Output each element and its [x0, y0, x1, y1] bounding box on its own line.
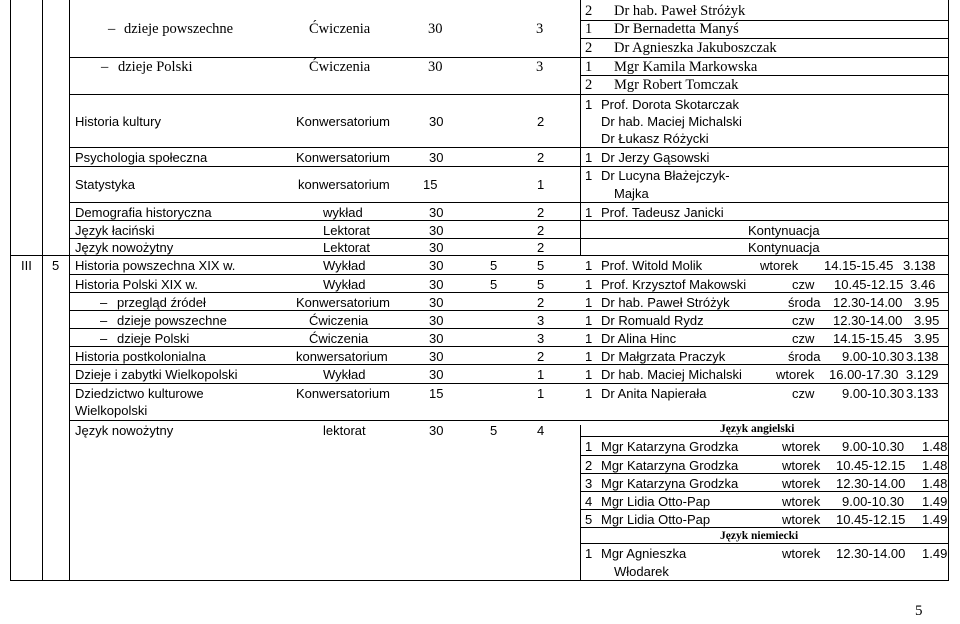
group-number: 1: [585, 439, 593, 454]
class-form: Konwersatorium: [296, 295, 390, 310]
dash-bullet: –: [100, 313, 108, 328]
teacher-name: Mgr Katarzyna Grodzka: [601, 439, 739, 454]
time: 9.00-10.30: [842, 439, 905, 454]
class-form: Konwersatorium: [296, 114, 390, 129]
class-form: Wykład: [323, 277, 366, 292]
hours: 30: [429, 313, 444, 328]
time: 12.30-14.00: [833, 313, 903, 328]
teacher-name: Prof. Dorota Skotarczak: [601, 97, 739, 112]
hours: 30: [429, 367, 444, 382]
year-label: III: [21, 258, 32, 273]
room: 3.95: [914, 295, 940, 310]
groups: 2: [537, 114, 545, 129]
teacher-name: Dr Jerzy Gąsowski: [601, 150, 710, 165]
teacher-name: Dr Małgrzata Praczyk: [601, 349, 726, 364]
teacher-name: Mgr Lidia Otto-Pap: [601, 494, 711, 509]
page-number: 5: [915, 603, 923, 619]
day: środa: [788, 295, 821, 310]
room: 1.49: [922, 512, 948, 527]
groups: 2: [537, 240, 545, 255]
hours: 30: [429, 423, 444, 438]
teacher-name: Prof. Witold Molik: [601, 258, 703, 273]
continuation-note: Kontynuacja: [748, 240, 820, 255]
hours: 30: [429, 205, 444, 220]
dash-bullet: –: [100, 295, 108, 310]
day: czw: [792, 386, 815, 401]
table-border: [70, 94, 949, 95]
hours: 30: [429, 223, 444, 238]
subject-name: Historia Polski XIX w.: [75, 277, 198, 292]
hours: 15: [423, 177, 438, 192]
teacher-name: Dr Lucyna Błażejczyk-: [601, 168, 730, 183]
dash-bullet: –: [101, 59, 109, 75]
room: 3.46: [910, 277, 936, 292]
teacher-name: Dr hab. Paweł Stróżyk: [601, 295, 730, 310]
table-border: [70, 346, 949, 347]
subject-name: Wielkopolski: [75, 403, 148, 418]
hours: 30: [429, 349, 444, 364]
day: wtorek: [782, 458, 821, 473]
teacher-name: Prof. Krzysztof Makowski: [601, 277, 747, 292]
table-border: [580, 38, 949, 39]
hours: 30: [429, 331, 444, 346]
hours: 30: [428, 59, 443, 75]
group-number: 1: [585, 546, 593, 561]
teacher-name: Mgr Robert Tomczak: [614, 77, 739, 93]
groups: 2: [537, 349, 545, 364]
group-number: 2: [585, 40, 593, 56]
room: 3.95: [914, 331, 940, 346]
teacher-name: Dr hab. Maciej Michalski: [601, 114, 742, 129]
class-form: Wykład: [323, 367, 366, 382]
time: 9.00-10.30: [842, 494, 905, 509]
table-border: [70, 383, 949, 384]
subject-name: Historia powszechna XIX w.: [75, 258, 236, 273]
groups: 5: [537, 258, 545, 273]
room: 3.95: [914, 313, 940, 328]
table-border: [70, 274, 949, 275]
time: 14.15-15.45: [824, 258, 894, 273]
hours: 30: [429, 150, 444, 165]
ects: 5: [490, 258, 498, 273]
room: 1.48: [922, 439, 948, 454]
day: czw: [792, 313, 815, 328]
group-number: 1: [585, 277, 593, 292]
day: czw: [792, 331, 815, 346]
groups: 2: [537, 205, 545, 220]
subject-name: Psychologia społeczna: [75, 150, 208, 165]
group-number: 1: [585, 168, 593, 183]
group-number: 1: [585, 59, 593, 75]
group-number: 1: [585, 258, 593, 273]
class-form: Lektorat: [323, 223, 370, 238]
groups: 2: [537, 295, 545, 310]
continuation-note: Kontynuacja: [748, 223, 820, 238]
room: 1.49: [922, 494, 948, 509]
class-form: Ćwiczenia: [309, 313, 369, 328]
subject-name: Dzieje i zabytki Wielkopolski: [75, 367, 238, 382]
subject-name: Demografia historyczna: [75, 205, 212, 220]
group-number: 1: [585, 313, 593, 328]
teacher-name: Dr Agnieszka Jakuboszczak: [614, 40, 777, 56]
subject-name: Język nowożytny: [75, 240, 174, 255]
group-number: 2: [585, 458, 593, 473]
day: wtorek: [782, 439, 821, 454]
group-number: 1: [585, 205, 593, 220]
teacher-name: Dr hab. Maciej Michalski: [601, 367, 742, 382]
semester-label: 5: [52, 258, 60, 273]
group-number: 1: [585, 97, 593, 112]
table-border: [69, 0, 70, 580]
teacher-name: Mgr Katarzyna Grodzka: [601, 476, 739, 491]
class-form: Lektorat: [323, 240, 370, 255]
language-header: Język angielski: [720, 423, 795, 435]
groups: 4: [537, 423, 545, 438]
class-form: Konwersatorium: [296, 386, 390, 401]
time: 12.30-14.00: [833, 295, 903, 310]
day: wtorek: [782, 476, 821, 491]
day: wtorek: [782, 494, 821, 509]
hours: 30: [429, 240, 444, 255]
teacher-name: Dr Bernadetta Manyś: [614, 21, 739, 37]
groups: 1: [537, 177, 545, 192]
time: 10.45-12.15: [834, 277, 904, 292]
day: wtorek: [782, 512, 821, 527]
group-number: 1: [585, 150, 593, 165]
class-form: konwersatorium: [298, 177, 390, 192]
time: 9.00-10.30: [842, 349, 905, 364]
class-form: Ćwiczenia: [309, 59, 371, 75]
subject-name: dzieje powszechne: [124, 21, 234, 37]
subject-name: Język łaciński: [75, 223, 155, 238]
teacher-name: Dr Alina Hinc: [601, 331, 677, 346]
room: 3.133: [906, 386, 939, 401]
hours: 30: [429, 258, 444, 273]
room: 1.48: [922, 458, 948, 473]
ects: 5: [490, 423, 498, 438]
teacher-name: Dr Łukasz Różycki: [601, 131, 709, 146]
language-header: Język niemiecki: [720, 530, 799, 542]
group-number: 1: [585, 349, 593, 364]
hours: 30: [429, 277, 444, 292]
groups: 2: [537, 150, 545, 165]
subject-name: Historia kultury: [75, 114, 161, 129]
day: wtorek: [776, 367, 815, 382]
room: 3.138: [906, 349, 939, 364]
table-border: [70, 202, 949, 203]
room: 3.129: [906, 367, 939, 382]
table-border: [10, 0, 11, 580]
room: 1.49: [922, 546, 948, 561]
group-number: 2: [585, 77, 593, 93]
day: wtorek: [782, 546, 821, 561]
hours: 30: [428, 21, 443, 37]
dash-bullet: –: [108, 21, 116, 37]
class-form: lektorat: [323, 423, 366, 438]
time: 14.15-15.45: [833, 331, 903, 346]
table-border: [70, 292, 949, 293]
group-number: 1: [585, 367, 593, 382]
time: 12.30-14.00: [836, 476, 906, 491]
hours: 30: [429, 114, 444, 129]
table-border: [70, 580, 949, 581]
groups: 2: [537, 223, 545, 238]
teacher-name: Prof. Tadeusz Janicki: [601, 205, 724, 220]
day: czw: [792, 277, 815, 292]
class-form: Ćwiczenia: [309, 331, 369, 346]
hours: 15: [429, 386, 444, 401]
groups: 3: [537, 313, 545, 328]
class-form: Ćwiczenia: [309, 21, 371, 37]
teacher-name: Mgr Kamila Markowska: [614, 59, 758, 75]
groups: 3: [536, 21, 544, 37]
class-form: wykład: [323, 205, 363, 220]
table-border: [580, 425, 581, 580]
time: 10.45-12.15: [836, 512, 906, 527]
time: 9.00-10.30: [842, 386, 905, 401]
teacher-name: Mgr Katarzyna Grodzka: [601, 458, 739, 473]
day: wtorek: [760, 258, 799, 273]
teacher-name: Mgr Agnieszka: [601, 546, 687, 561]
table-border: [580, 455, 949, 456]
class-form: Konwersatorium: [296, 150, 390, 165]
groups: 3: [537, 331, 545, 346]
class-form: Wykład: [323, 258, 366, 273]
subject-name: Statystyka: [75, 177, 135, 192]
subject-name: dzieje Polski: [118, 59, 193, 75]
table-border: [70, 420, 949, 421]
groups: 1: [537, 386, 545, 401]
groups: 1: [537, 367, 545, 382]
subject-name: dzieje powszechne: [117, 313, 227, 328]
group-number: 4: [585, 494, 593, 509]
room: 3.138: [903, 258, 936, 273]
group-number: 1: [585, 295, 593, 310]
time: 10.45-12.15: [836, 458, 906, 473]
table-border: [70, 166, 949, 167]
dash-bullet: –: [100, 331, 108, 346]
hours: 30: [429, 295, 444, 310]
group-number: 5: [585, 512, 593, 527]
teacher-name: Dr Anita Napierała: [601, 386, 707, 401]
table-border: [70, 57, 949, 58]
time: 12.30-14.00: [836, 546, 906, 561]
subject-name: dzieje Polski: [117, 331, 190, 346]
teacher-name: Włodarek: [614, 564, 669, 579]
time: 16.00-17.30: [829, 367, 899, 382]
room: 1.48: [922, 476, 948, 491]
groups: 5: [537, 277, 545, 292]
groups: 3: [536, 59, 544, 75]
teacher-name: Mgr Lidia Otto-Pap: [601, 512, 711, 527]
group-number: 1: [585, 21, 593, 37]
subject-name: przegląd źródeł: [117, 295, 206, 310]
table-border: [70, 147, 949, 148]
teacher-name: Dr Romuald Rydz: [601, 313, 704, 328]
class-form: konwersatorium: [296, 349, 388, 364]
table-border: [948, 0, 949, 580]
teacher-name: Majka: [614, 186, 649, 201]
group-number: 2: [585, 3, 593, 19]
subject-name: Język nowożytny: [75, 423, 174, 438]
day: środa: [788, 349, 821, 364]
table-border: [42, 0, 43, 580]
group-number: 3: [585, 476, 593, 491]
ects: 5: [490, 277, 498, 292]
subject-name: Dziedzictwo kulturowe: [75, 386, 204, 401]
subject-name: Historia postkolonialna: [75, 349, 206, 364]
group-number: 1: [585, 386, 593, 401]
teacher-name: Dr hab. Paweł Stróżyk: [614, 3, 746, 19]
group-number: 1: [585, 331, 593, 346]
